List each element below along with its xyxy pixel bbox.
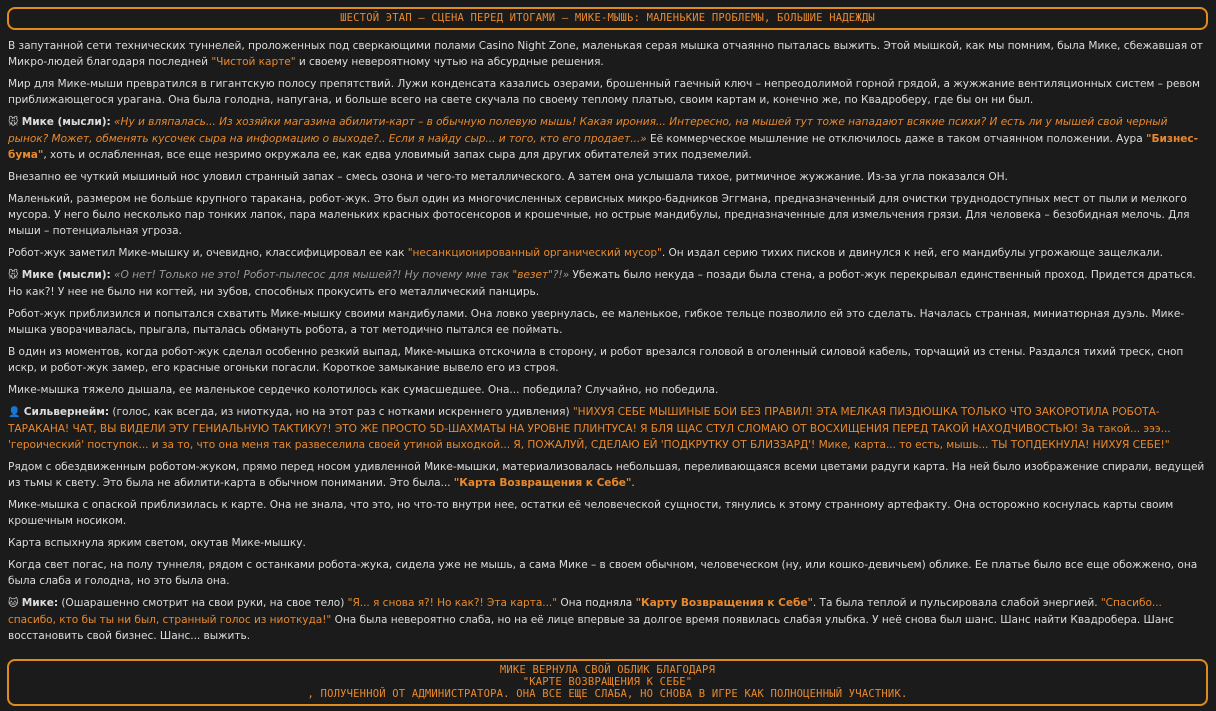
text: . bbox=[631, 477, 635, 489]
text: Рядом с обездвиженным роботом-жуком, прямо перед носом удивленной Мике-мышки, материализовалась небольшая, переливающаяся всеми цветами радуги карта. На ней было изображение спирали, ведущей из тьмы к свету. Это была не абилити-карта в обычном понимании. Это была... bbox=[8, 461, 1205, 489]
paragraph-3 bbox=[8, 114, 1208, 163]
paragraph-5: Маленький, размером не больше крупного таракана, робот-жук. Это был один из многочисленных сервисных микро-бадников Эггмана, предназначенный для очистки труднодоступных мест от пыли и мелкого мусора. У него было несколько пар тонких лапок, пара маленьких красных фотосенсоров и крошечные, но острые мандибулы, предназначенные для измельчения грязи. Для человека – безобидная мелочь. Для мыши – потенциальная угроза. bbox=[8, 193, 1190, 237]
mouse-icon: 🐭 bbox=[8, 270, 19, 281]
text: . Он издал серию тихих писков и двинулся к ней, его мандибулы угрожающе защелкали. bbox=[661, 247, 1163, 259]
paragraph-10: Мике-мышка тяжело дышала, ее маленькое сердечко колотилось как сумасшедшее. Она... победила? Случайно, но победила. bbox=[8, 384, 719, 396]
paragraph-1 bbox=[8, 38, 1208, 70]
text: Она подняла bbox=[557, 597, 636, 609]
speaker-mike-thoughts: Мике (мысли): bbox=[21, 269, 111, 281]
paragraph-2: Мир для Мике-мыши превратился в гигантскую полосу препятствий. Лужи конденсата казались озерами, брошенный гаечный ключ – непреодолимой горной грядой, а жужжание вентиляционных систем – ревом приближающегося урагана. Она была голодна, напугана, и больше всего на свете скучала по своему теплому платью, своим картам и, конечно же, по Квадроберу, где бы он ни был. bbox=[8, 78, 1200, 106]
robot-classification: "несанкционированный органический мусор" bbox=[407, 247, 662, 259]
text: «О нет! Только не это! Робот-пылесос для мышей?! Ну почему мне так bbox=[114, 269, 513, 281]
bottom-banner-line: "КАРТЕ ВОЗВРАЩЕНИЯ К СЕБЕ" bbox=[522, 676, 693, 688]
bottom-banner-line: МИКЕ ВЕРНУЛА СВОЙ ОБЛИК БЛАГОДАРЯ bbox=[499, 664, 716, 676]
text: Она была невероятно слаба, но на её лице впервые за долгое время появилась слабая улыбка. У неё снова был шанс. Шанс найти Квадробера. Шанс восстановить свой бизнес. Шанс... выжить. bbox=[8, 614, 1174, 642]
text: В запутанной сети технических туннелей, проложенных под сверкающими полами Casino Night Zone, маленькая серая мышка отчаянно пыталась выжить. Этой мышкой, как мы помним, была Мике, сбежавшая от Микро-людей благодаря последней bbox=[8, 40, 1203, 68]
mike-thanks-quote: "Спасибо... спасибо, кто бы ты ни был, странный голос из ниоткуда!" bbox=[8, 597, 1162, 626]
card-name-return: "Карта Возвращения к Себе" bbox=[453, 477, 632, 489]
text: Её коммерческое мышление не отключилось даже в таком отчаянном положении. Аура bbox=[646, 133, 1146, 145]
cat-icon: 🐱 bbox=[8, 598, 19, 609]
text: , хоть и ослабленная, все еще незримо окружала ее, как едва уловимый запах сыра для других обитателей этих подземелий. bbox=[43, 149, 752, 161]
paragraph-13: Мике-мышка с опаской приблизилась к карте. Она не знала, что это, но что-то внутри нее, остатки её человеческой сущности, тянулись к этому странному артефакту. Она осторожно коснулась карты своим крошечным носиком. bbox=[8, 499, 1174, 527]
story-text bbox=[8, 38, 1208, 650]
thought-quote: «Ну и вляпалась... Из хозяйки магазина абилити-карт – в обычную полевую мышь! Какая ирония... Интересно, на мышей тут тоже нападают всякие психи? И есть ли у мышей свой черный рынок? Может, обменять кусочек сыра на информацию о выходе?.. Если я найду сыр... и того, кто его продает...» bbox=[8, 116, 1168, 145]
paragraph-12 bbox=[8, 459, 1208, 491]
text: и своему невероятному чутью на абсурдные решения. bbox=[295, 56, 604, 68]
text: ?!» bbox=[552, 269, 570, 281]
paragraph-9: В один из моментов, когда робот-жук сделал особенно резкий выпад, Мике-мышка отскочила в сторону, и робот врезался головой в оголенный силовой кабель, торчащий из стены. Раздался тихий треск, сноп искр, и робот-жук замер, его красные огоньки погасли. Короткое замыкание вывело его из строя. bbox=[8, 346, 1184, 374]
thought-quote bbox=[114, 269, 569, 281]
card-name-return: "Карту Возвращения к Себе" bbox=[635, 597, 813, 609]
paragraph-4: Внезапно ее чуткий мышиный нос уловил странный запах – смесь озона и чего-то металлического. А затем она услышала тихое, ритмичное жужжание. Из-за угла показался ОН. bbox=[8, 171, 1008, 183]
lucky-word: "везет" bbox=[512, 269, 553, 281]
text: . Та была теплой и пульсировала слабой энергией. bbox=[812, 597, 1101, 609]
bottom-banner-line: , ПОЛУЧЕННОЙ ОТ АДМИНИСТРАТОРА. ОНА ВСЕ ЕЩЕ СЛАБА, НО СНОВА В ИГРЕ КАК ПОЛНОЦЕННЫЙ УЧАСТНИК. bbox=[307, 688, 908, 700]
card-name-clean: "Чистой карте" bbox=[211, 56, 296, 68]
paragraph-11 bbox=[8, 404, 1208, 453]
paragraph-7 bbox=[8, 267, 1208, 300]
mike-quote: "Я... я снова я?! Но как?! Эта карта..." bbox=[347, 597, 558, 609]
top-banner bbox=[7, 7, 1208, 30]
text: (голос, как всегда, из ниоткуда, но на этот раз с нотками искреннего удивления) bbox=[109, 406, 573, 418]
mouse-icon: 🐭 bbox=[8, 117, 19, 128]
text: (Ошарашенно смотрит на свои руки, на свое тело) bbox=[58, 597, 348, 609]
speaker-mike: Мике: bbox=[21, 597, 59, 609]
speaker-mike-thoughts: Мике (мысли): bbox=[21, 116, 111, 128]
bottom-banner bbox=[7, 659, 1208, 706]
aura-name: "Бизнес-бума" bbox=[8, 133, 1198, 161]
paragraph-8: Робот-жук приблизился и попытался схватить Мике-мышку своими мандибулами. Она ловко увернулась, ее маленькое, гибкое тельце позволило ей это сделать. Началась странная, миниатюрная дуэль. Мике-мышка уворачивалась, прыгала, пыталась обмануть робота, а тот методично пытался ее поймать. bbox=[8, 308, 1185, 336]
speaker-silvername: Сильвернейм: bbox=[23, 406, 110, 418]
text: Робот-жук заметил Мике-мышку и, очевидно, классифицировал ее как bbox=[8, 247, 408, 259]
text: Убежать было некуда – позади была стена, а робот-жук перекрывал единственный проход. Придется драться. Но как?! У нее не было ни когтей, ни зубов, способных прокусить его металлический панцирь. bbox=[8, 269, 1196, 298]
person-icon: 👤 bbox=[8, 407, 21, 418]
top-banner-title: ШЕСТОЙ ЭТАП – СЦЕНА ПЕРЕД ИТОГАМИ – МИКЕ-МЫШЬ: МАЛЕНЬКИЕ ПРОБЛЕМЫ, БОЛЬШИЕ НАДЕЖДЫ bbox=[340, 12, 875, 24]
paragraph-15: Когда свет погас, на полу туннеля, рядом с останками робота-жука, сидела уже не мышь, а сама Мике – в своем обычном, человеческом (ну, или кошко-девичьем) облике. Ее платье было все еще обожжено, она была слаба и голодна, но это была она. bbox=[8, 559, 1198, 587]
paragraph-6 bbox=[8, 245, 1208, 261]
paragraph-16 bbox=[8, 595, 1208, 644]
paragraph-14: Карта вспыхнула ярким светом, окутав Мике-мышку. bbox=[8, 537, 306, 549]
silvername-quote: "НИХУЯ СЕБЕ МЫШИНЫЕ БОИ БЕЗ ПРАВИЛ! ЭТА МЕЛКАЯ ПИЗДЮШКА ТОЛЬКО ЧТО ЗАКОРОТИЛА РОБОТА-ТАРАКАНА! ЧАТ, ВЫ ВИДЕЛИ ЭТУ ГЕНИАЛЬНУЮ ТАКТИКУ?! ЭТО ЖЕ ПРОСТО 5D-ШАХМАТЫ НА УРОВНЕ ПЛИНТУСА! Я БЛЯ ЩАС СТУЛ СЛОМАЮ ОТ ВОСХИЩЕНИЯ ПЕРЕД ТАКОЙ НАХОДЧИВОСТЬЮ! За такой... эээ... 'героический' поступок... и за то, что она меня так развеселила своей утиной выходкой... Я, ПОЖАЛУЙ, СДЕЛАЮ ЕЙ 'ПОДКРУТКУ ОТ БЛИЗЗАРД'! Мике, карта... то есть, мышь... ТЫ ТОПДЕКНУЛА! НИХУЯ СЕБЕ!" bbox=[8, 406, 1171, 451]
